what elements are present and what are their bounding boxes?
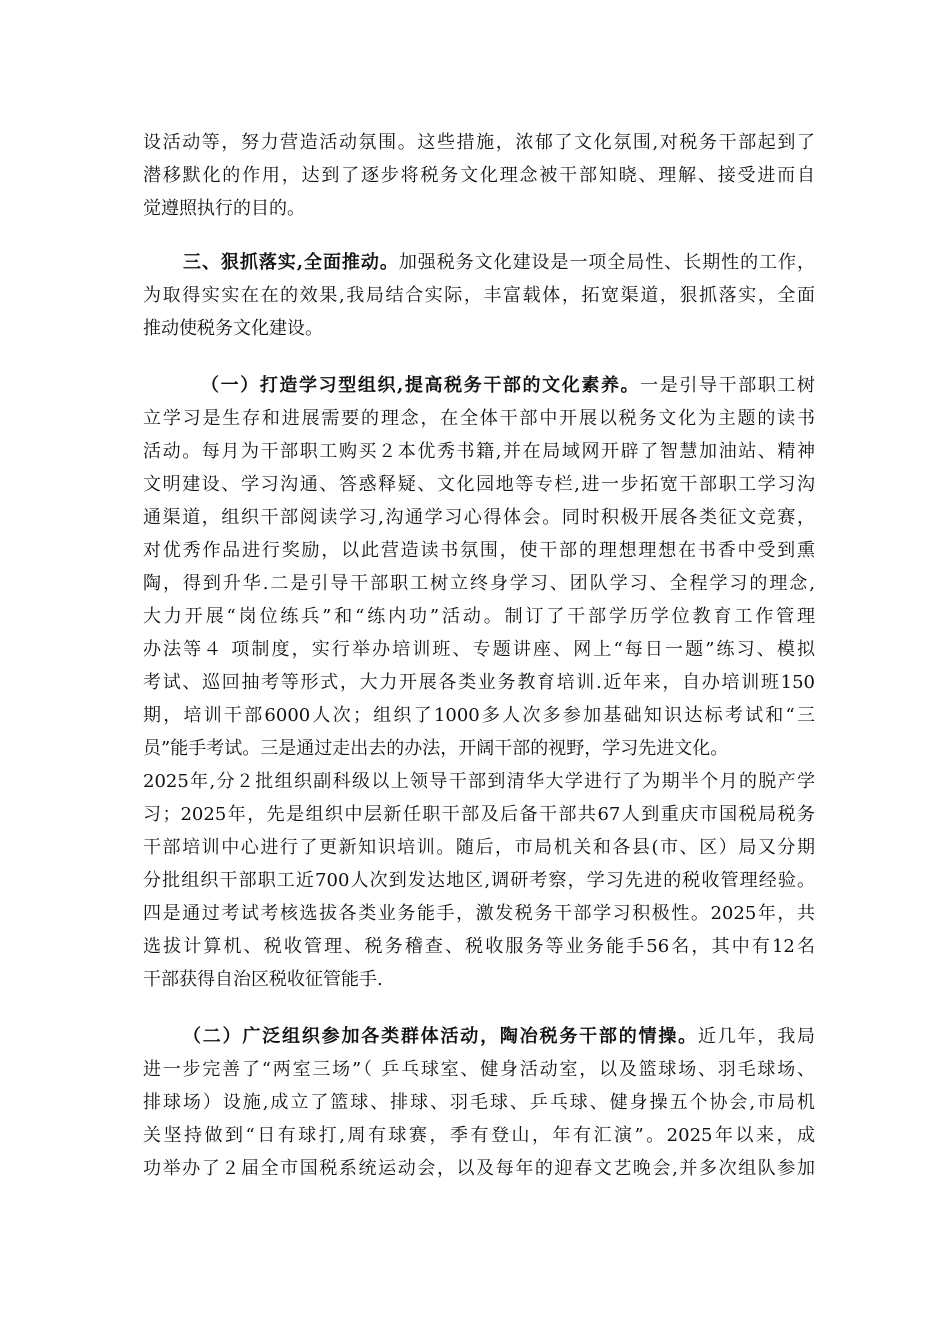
text-line: 为取得实实在在的效果,我局结合实际，丰富载体，拓宽渠道，狠抓落实，全面	[143, 285, 815, 306]
text-run: 近几年，我局	[697, 1026, 815, 1047]
text-line: 推动使税务文化建设。	[143, 318, 323, 339]
text-line: 潜移默化的作用，达到了逐步将税务文化理念被干部知晓、理解、接受进而自	[143, 165, 815, 186]
text-line: 功举办了２届全市国税系统运动会，以及每年的迎春文艺晚会,并多次组队参加	[143, 1158, 815, 1179]
text-line: 大力开展“岗位练兵”和“练内功”活动。制订了干部学历学位教育工作管理	[143, 606, 815, 627]
document-page	[143, 126, 815, 1185]
text-line: 期，培训干部6000人次；组织了1000多人次多参加基础知识达标考试和“三	[143, 705, 815, 726]
paragraph-section-three	[143, 246, 815, 345]
text-line: 习；2025年，先是组织中层新任职干部及后备干部共67人到重庆市国税局税务	[143, 804, 815, 825]
text-line: 分批组织干部职工近700人次到发达地区,调研考察，学习先进的税收管理经验。	[143, 870, 815, 891]
text-line: 干部获得自治区税收征管能手.	[143, 969, 383, 990]
text-line: 活动。每月为干部职工购买２本优秀书籍,并在局域网开辟了智慧加油站、精神	[143, 441, 815, 462]
text-line: 文明建设、学习沟通、答惑释疑、文化园地等专栏,进一步拓宽干部职工学习沟	[143, 474, 815, 495]
paragraph-intro	[143, 126, 815, 225]
subsection-heading: （一）打造学习型组织,提高税务干部的文化素养。	[201, 375, 641, 396]
paragraph-subsection-two	[143, 1020, 815, 1185]
text-line: 2025年,分２批组织副科级以上领导干部到清华大学进行了为期半个月的脱产学	[143, 771, 815, 792]
text-line: 考试、巡回抽考等形式，大力开展各类业务教育培训.近年来，自办培训班150	[143, 672, 815, 693]
text-line: 四是通过考试考核选拔各类业务能手，激发税务干部学习积极性。2025年，共	[143, 903, 815, 924]
text-line: 立学习是生存和进展需要的理念，在全体干部中开展以税务文化为主题的读书	[143, 408, 815, 429]
text-line: 设活动等，努力营造活动氛围。这些措施，浓郁了文化氛围,对税务干部起到了	[143, 132, 815, 153]
text-line: 进一步完善了“两室三场”（ 乒乓球室、健身活动室，以及篮球场、羽毛球场、	[143, 1059, 815, 1080]
subsection-heading: （二）广泛组织参加各类群体活动，陶冶税务干部的情操。	[183, 1026, 698, 1047]
text-line: 陶，得到升华.二是引导干部职工树立终身学习、团队学习、全程学习的理念,	[143, 573, 815, 594]
text-line	[143, 246, 815, 279]
section-heading: 三、狠抓落实,全面推动。	[183, 252, 399, 273]
text-run: 一是引导干部职工树	[640, 375, 815, 396]
text-line: 员”能手考试。三是通过走出去的办法，开阔干部的视野，学习先进文化。	[143, 738, 729, 759]
text-line: 办法等４ 项制度，实行举办培训班、专题讲座、网上“每日一题”练习、模拟	[143, 639, 815, 660]
text-line: 排球场）设施,成立了篮球、排球、羽毛球、乒乓球、健身操五个协会,市局机	[143, 1092, 815, 1113]
text-line: 关坚持做到“日有球打,周有球赛，季有登山，年有汇演”。2025年以来，成	[143, 1125, 815, 1146]
text-line: 选拔计算机、税收管理、税务稽查、税收服务等业务能手56名，其中有12名	[143, 936, 815, 957]
text-line: 对优秀作品进行奖励，以此营造读书氛围，使干部的理想理想在书香中受到熏	[143, 540, 815, 561]
text-line: 通渠道，组织干部阅读学习,沟通学习心得体会。同时积极开展各类征文竞赛，	[143, 507, 815, 528]
paragraph-subsection-one	[143, 369, 815, 996]
text-line: 觉遵照执行的目的。	[143, 198, 305, 219]
text-line: 干部培训中心进行了更新知识培训。随后，市局机关和各县(市、区）局又分期	[143, 837, 815, 858]
text-run: 加强税务文化建设是一项全局性、长期性的工作，	[398, 252, 815, 273]
text-line	[143, 369, 815, 402]
text-line	[143, 1020, 815, 1053]
